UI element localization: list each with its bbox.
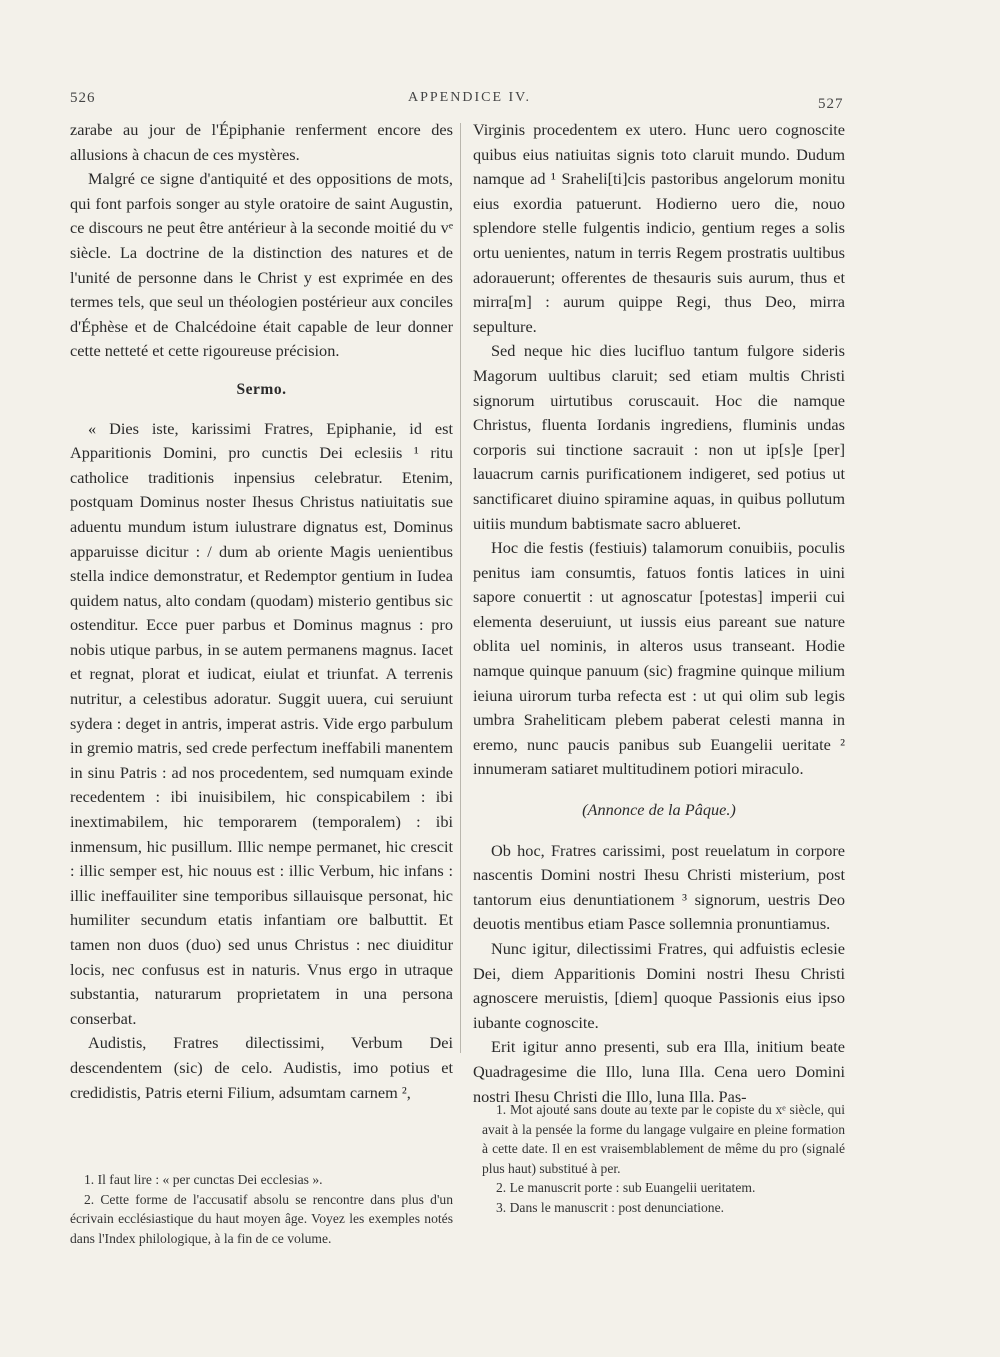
- paragraph: Sed neque hic dies lucifluo tantum fulgore sideris Magorum uultibus claruit; sed etiam multis Christi signorum uirtutibus coruscauit. Hoc die namque Christus, fluenta Iordanis ingrediens, fluminis undas corporis sui tinctione sacrauit : non ut ip[s]e [per] lauacrum carnis purificationem indigeret, sed potius ut sanctificaret diuino spiramine aquas, in quibus pollutum uitiis mundum babtismate sacro ablueret.: [473, 341, 845, 533]
- footnotes-left: [70, 1170, 453, 1248]
- paragraph: « Dies iste, karissimi Fratres, Epiphanie, id est Apparitionis Domini, pro cunctis Dei eclesiis ¹ ritu catholice traditionis inpensius celebratur. Etenim, postquam Dominus noster Ihesus Christus natiuitatis sue aduentu mundum istum iulustrare dignatus est, Dominus apparuisse dicitur : / dum ab oriente Magis uenientibus stella indice demonstratur, et Redemptor gentium in Iudea quidem natus, alto condam (quodam) misterio gentibus sic ostenditur. Ecce puer parbus et Dominus magnus : pro nobis utique parbus, in se autem permanens magnus. Iacet et regnat, plorat et iudicat, eiulat et triunfat. A terrenis nutritur, a celestibus adoratur. Suggit uuera, cui seruiunt sydera : deget in antris, imperat astris. Vide ergo parbulum in gremio matris, sed crede perfectum ineffabili manentem in sinu Patris : ad nos procedentem, sed numquam exinde recedentem : ibi inuisibilem, hic conspicabilem : ibi inextimabilem, hic temporarem (temporalem) : ibi inmensum, hic pusillum. Illic nempe permanet, hic crescit : illic semper est, hic nouus est : illic Verbum, hic infans : illic ineffauiliter sine temporibus sillauisque personat, hic humiliter secundum etatis infantiam ore balbuttit. Et tamen non duos (duo) sed unus Christus : nec diuiditur locis, nec confusus est in naturis. Vnus ergo in utraque substantia, naturarum proprietatem in una persona conserbat.: [70, 418, 453, 1028]
- footnote: 3. Dans le manuscrit : post denunciatione.: [496, 1199, 725, 1215]
- column-divider: [460, 123, 461, 1053]
- page-number-left: 526: [70, 90, 96, 106]
- left-column: [70, 118, 453, 1105]
- footnote: 1. Mot ajouté sans doute au texte par le copiste du xᵉ siècle, qui avait à la pensée la forme du langage vulgaire en pleine formation à cette date. Il en est vraisemblablement de même du pro (signalé plus haut) substitué à per.: [482, 1102, 845, 1176]
- paragraph: Virginis procedentem ex utero. Hunc uero cognoscite quibus eius natiuitas signis toto claruit mundo. Dudum namque ad ¹ Sraheli[ti]cis pastoribus angelorum monitu eius exordia patuerunt. Hodierno uero die, nouo splendore stelle fulgentis indicio, gentium reges a solis ortu uenientes, natum in terris Regem prostratis uultibus adorauerunt; offerentes de thesauris suis aurum, thus et mirra[m] : aurum quippe Regi, thus Deo, mirra sepulture.: [473, 120, 845, 336]
- page-number-right: 527: [818, 96, 844, 112]
- footnote: 2. Le manuscrit porte : sub Euangelii ueritatem.: [496, 1180, 756, 1195]
- paragraph: Erit igitur anno presenti, sub era Illa, initium beate Quadragesime die Illo, luna Illa. Cena uero Domini nostri Ihesu Christi die Illo, luna Illa. Pas-: [473, 1037, 845, 1106]
- page-header: [0, 86, 1000, 116]
- footnote: 2. Cette forme de l'accusatif absolu se rencontre dans plus d'un écrivain ecclésiastique du haut moyen âge. Voyez les exemples notés dans l'Index philologique, à la fin de ce volume.: [70, 1191, 453, 1246]
- running-title: APPENDICE IV.: [408, 90, 531, 105]
- sermon-heading: Sermo.: [236, 380, 287, 398]
- footnote: 1. Il faut lire : « per cunctas Dei ecclesias ».: [84, 1172, 323, 1187]
- paragraph: Nunc igitur, dilectissimi Fratres, qui adfuistis eclesie Dei, diem Apparitionis Domini nostri Ihesu Christi agnoscere meruistis, [diem] quoque Passionis eius ipso iubante cognoscite.: [473, 939, 845, 1032]
- paragraph: Malgré ce signe d'antiquité et des oppositions de mots, qui font parfois songer au style oratoire de saint Augustin, ce discours ne peut être antérieur à la seconde moitié du vᵉ siècle. La doctrine de la distinction des natures et de l'unité de personne dans le Christ y est exprimée en des termes tels, que seul un théologien postérieur aux conciles d'Éphèse et de Chalcédoine était capable de leur donner cette netteté et cette rigoureuse précision.: [70, 169, 453, 361]
- paragraph: Hoc die festis (festiuis) talamorum conuibiis, poculis penitus iam consumtis, fatuos fontis latices in uini sapore conuertit : ut agnoscatur [potestas] imperii cui elementa deseruiunt, ut iussis eius pareant sue nature oblita uel nominis, in alteros usus transeant. Hodie namque quinque panuum (sic) fragmine quinque milium ieiuna uirorum turba refecta est : ut qui olim sub legis umbra Sraheliticam plebem paberat celesti manna in eremo, nunc paucis panibus sub Euangelii ueritate ² innumeram satiaret multitudinem potiori miraculo.: [473, 538, 845, 779]
- section-heading: (Annonce de la Pâque.): [582, 800, 736, 820]
- paragraph: Audistis, Fratres dilectissimi, Verbum Dei descendentem (sic) de celo. Audistis, imo potius et credidistis, Patris eterni Filium, adsumtam carnem ²,: [70, 1033, 453, 1102]
- paragraph: Ob hoc, Fratres carissimi, post reuelatum in corpore nascentis Domini nostri Ihesu Christi misterium, post tantorum eius denuntiationem ³ signorum, uestris Deo deuotis mentibus etiam Pasce sollemnia pronuntiamus.: [473, 840, 845, 934]
- paragraph: zarabe au jour de l'Épiphanie renferment encore des allusions à chacun de ces mystères.: [70, 120, 453, 164]
- footnotes-right: [482, 1100, 845, 1217]
- right-column: [473, 118, 845, 1109]
